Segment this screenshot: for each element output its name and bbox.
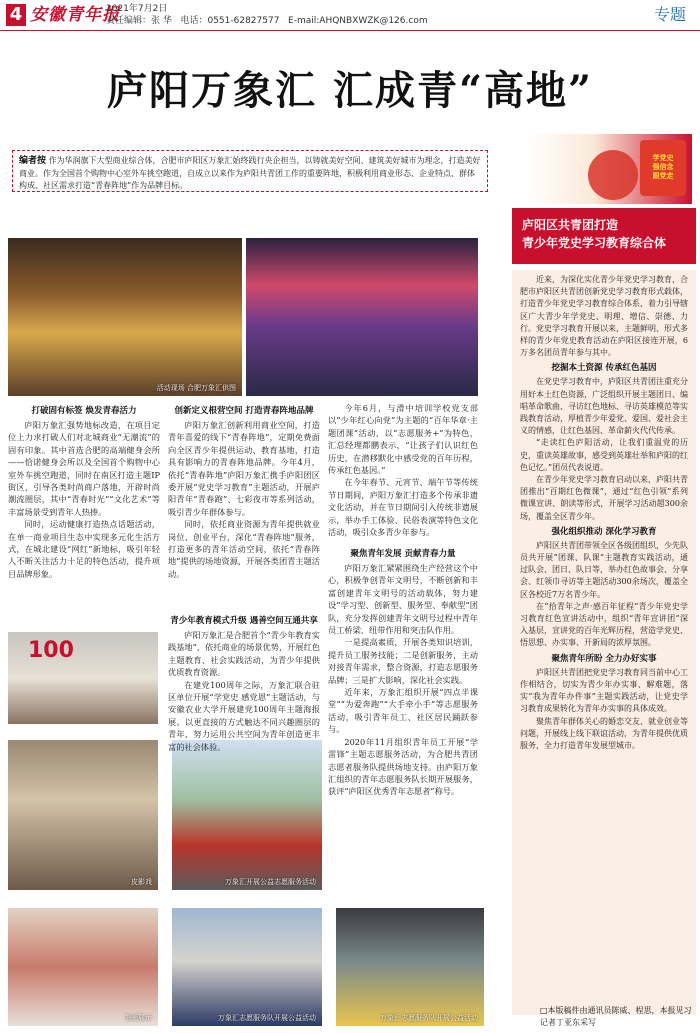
- photo-caption: 皮影戏: [131, 878, 152, 886]
- badge-line-2: 强信念: [652, 163, 674, 171]
- badge-illustration: [588, 150, 638, 200]
- paragraph: 一是提高素质，开展各类知识培训，提升员工服务技能；二是创新服务，主动对接青年需求，整合资源，打造志愿服务品牌；三是扩大影响，深化社会实践。: [328, 637, 478, 685]
- column-heading: 创新定义根营空间 打造青春阵地品牌: [174, 406, 314, 416]
- issue-date: 2021年7月2日: [106, 4, 168, 14]
- sidebar-subheading: 强化组织推动 深化学习教育: [551, 526, 657, 537]
- paragraph: 同时，运动健康打造热点话题活动，在单一商业项目生态中实现多元化生活方式，在城北建设“网红”新地标，吸引年轻人不断关注活力十足的特色活动，提升项目品牌形象。: [8, 519, 160, 579]
- paragraph: 同时，依托商业资源为青年提供就业岗位、创业平台，深化“青春阵地”服务，打造更多的青年活动空间，依托“青春阵地”提供的场地资源，开展各类团青主题活动。: [168, 519, 320, 579]
- paragraph: 在“拾青年之声·感百年征程”青少年党史学习教育红色宣讲活动中，组织“青年宣讲团”深入基层，宣讲党的百年光辉历程，营造学党史、悟思想、办实事、开新局的浓厚氛围。: [520, 601, 688, 648]
- column-heading: 打破固有标签 焕发青春活力: [31, 406, 137, 416]
- photo-stage-event: [8, 238, 242, 396]
- sidebar-title-line-1: 庐阳区共青团打造: [522, 218, 619, 232]
- phone: 电话：0551-62827577: [180, 16, 280, 26]
- page-number: 4: [6, 4, 26, 26]
- article-column-2: [168, 402, 320, 580]
- headline: 庐阳万象汇 汇成青“高地”: [107, 67, 593, 114]
- logo-100: 100: [28, 638, 74, 663]
- paragraph: “走读红色庐阳活动，让我们重温党的历史，重读英雄故事，感受到英雄壮举和庐阳的红色记忆。”团员代表说道。: [520, 438, 688, 472]
- sidebar-subheading: 挖掘本土资源 传承红色基因: [551, 363, 657, 374]
- paragraph: 在今年春节、元宵节、端午节等传统节日期间，庐阳万象汇打造多个传承非遗文化活动，并在节日期间引入传统非遗展示，举办手工体验、民俗表演等特色文化活动，吸引众多青少年参与。: [328, 477, 478, 538]
- photo-caption: 万象汇志愿服务队开展公益活动: [218, 1014, 316, 1022]
- section-label: 专题: [653, 5, 686, 24]
- photo-caption: 万象汇志愿服务队开展公益活动: [380, 1014, 478, 1022]
- party-history-badge: [528, 134, 692, 204]
- paragraph: 聚焦青年群体关心的婚恋交友、就业创业等问题，开展线上线下联谊活动，为青年提供优质服务，全力打造青年发展型城市。: [520, 716, 688, 750]
- badge-text: [638, 154, 688, 181]
- photo-caption: 活动现场 合肥万象汇供图: [156, 384, 236, 392]
- photo-volunteers: [172, 740, 322, 890]
- article-column-1: [8, 402, 160, 580]
- editor-line: [106, 15, 428, 27]
- sidebar-title: [522, 216, 666, 252]
- article-column-3b: [328, 545, 478, 798]
- paragraph: 庐阳区共青团把党史学习教育同当前中心工作相结合，切实为青少年办实事、解难题，落实“我为青年办件事”主题实践活动，让党史学习教育成果转化为青年办实事的具体成效。: [520, 667, 688, 714]
- badge-line-3: 跟党走: [652, 172, 674, 180]
- paragraph: 庐阳万象汇强势地标改造，在项目定位上力求打破人们对北城商业“无潮流”的固有印象。其中首选合肥的高端健身会所——恰诺健身会所以及全国首个购物中心室外车挑空跑道，同时在南区打造主题IP街区，引导各类时尚商户落地，开辟时尚潮流圈层，其中“青春时光”“文化艺术”等丰富场景受到青年人热捧。: [8, 420, 160, 517]
- photo-volunteer-team: [336, 908, 484, 1026]
- paragraph: 近来，为深化实化青少年党史学习教育，合肥市庐阳区共青团创新党史学习教育形式载体，打造青少年党史学习教育综合体系，着力引导辖区广大青少年学党史、明理、增信、崇德、力行。党史学习教育开展以来，主题鲜明、形式多样的青少年党史教育活动在庐阳区接连开展，6万多名团员青年参与其中。: [520, 275, 688, 358]
- badge-line-1: 学党史: [652, 154, 674, 162]
- editor-note-text: 作为华润旗下大型商业综合体，合肥市庐阳区万象汇始终践行央企担当，以铸就美好空间、建筑美好城市为理念，打造美好商业。作为全国首个购物中心室外车挑空跑道，自成立以来作为庐阳共青团工作的重要阵地，积极利用商业形态、企业特点、群体构成、社区需求打造“青春阵地”作为品牌目标。: [19, 156, 481, 190]
- photo-lecture: [8, 632, 158, 724]
- paragraph: 2020年11月组织青年员工开展“学雷锋”主题志愿服务活动，为合肥共青团志愿者服务队提供场地支持。由庐阳万象汇组织的青年志愿服务队长期开展服务，获评“庐阳区优秀青年志愿者”称号。: [328, 736, 478, 797]
- paragraph: 庐阳万象汇创新利用商业空间，打造青年喜爱的线下“青春阵地”，定期免费面向全区青少年提供运动、教育基地，打造具有影响力的青春阵地品牌。今年4月，依托“青春阵地”庐阳万象汇携手庐阳团区委开展“党史学习教育”主题活动，开展庐阳青年“青春跑”、七彩夜市等系列活动，吸引青少年群体参与。: [168, 420, 320, 517]
- paragraph: 在建党100周年之际，万象汇联合驻区单位开展“学党史 感党恩”主题活动，与安徽农业大学开展建党100周年主题海报展。以更直接的方式触达不同兴趣圈层的青年，努力运用公共空间为青年创造更丰富的社会体验。: [168, 679, 320, 752]
- column-heading: 青少年教育模式升级 遇善空间互通共享: [170, 616, 318, 626]
- sidebar-title-line-2: 青少年党史学习教育综合体: [522, 236, 667, 250]
- paragraph: 在青少年党史学习教育启动以来，庐阳共青团推出“百期红色微课”，通过“红色引领”系列微课宣讲、朗读等形式，开展学习活动超300余场，覆盖全区青少年。: [520, 475, 688, 521]
- article-column-2b: [168, 612, 320, 753]
- sidebar-article: [512, 270, 696, 1015]
- editor-name: 责任编辑：张 华: [106, 16, 172, 26]
- paragraph: 今年6月，与滑中培训学校党支部以“少年红心向党”为主题的“百年华章·主题团课”活动，以“志愿服务+”为特色，汇总经理都鹏表示，“让孩子们认识红色历史，在潜移默化中感受党的百年历程，传承红色基因。”: [328, 403, 478, 476]
- paragraph: 庐阳万象汇是合肥首个“青少年教育实践基地”，依托商业的场景优势，开展红色主题教育、社会实践活动，为青少年提供优质教育资源。: [168, 630, 320, 678]
- editor-note-label: 编者按: [19, 156, 47, 166]
- paragraph: 庐阳区共青团带领全区各级团组织，少先队员共开展“团课、队课”主题教育实践活动，通过队会、团日、队日等，举办红色故事会、分享会、红领巾寻访等主题活动300余场次，覆盖全区各校近7万名青少年。: [520, 540, 688, 599]
- paragraph: 在党史学习教育中，庐阳区共青团注重充分用好本土红色资源，广泛组织开展主题团日、编唱革命歌曲、寻访红色地标、寻访英雄模范等实践教育活动，厚植青少年爱党、爱国、爱社会主义的情感，让红色基因、革命薪火代代传承。: [520, 377, 688, 436]
- sidebar-subheading: 聚焦青年所盼 全力办好实事: [551, 653, 657, 664]
- photo-caption: 书画展示: [124, 1014, 152, 1022]
- photo-shadow-play: [8, 740, 158, 890]
- photo-stage-group: [246, 238, 478, 396]
- photo-caption: 万象汇开展公益志愿服务活动: [225, 878, 316, 886]
- photo-community-service: [172, 908, 322, 1026]
- photo-calligraphy: [8, 908, 158, 1026]
- paragraph: 近年来，万象汇组织开展“四点半课堂”“为爱奔跑”“大手牵小手”等志愿服务活动，吸引青年员工、社区居民踊跃参与。: [328, 687, 478, 735]
- byline-footer: □本版稿件由通讯员陈威、程思，本报见习记者丁亚东采写: [540, 1006, 692, 1027]
- sidebar-title-box: [512, 208, 696, 264]
- paper-name: 安徽青年报: [30, 5, 120, 25]
- article-column-3: [328, 402, 478, 538]
- email: E-mail:AHQNBXWZK@126.com: [288, 16, 428, 26]
- column-heading: 聚焦青年发展 贡献青春力量: [350, 549, 456, 559]
- editor-note: [12, 150, 488, 192]
- paragraph: 庐阳万象汇紧紧围绕生产经营这个中心，积极争创青年文明号，不断创新和丰富创建青年文明号的活动载体，努力建设“学习型、创新型、服务型、奉献型”团队，充分发挥创建青年文明号过程中青年员工桥梁、纽带作用和突击队作用。: [328, 563, 478, 636]
